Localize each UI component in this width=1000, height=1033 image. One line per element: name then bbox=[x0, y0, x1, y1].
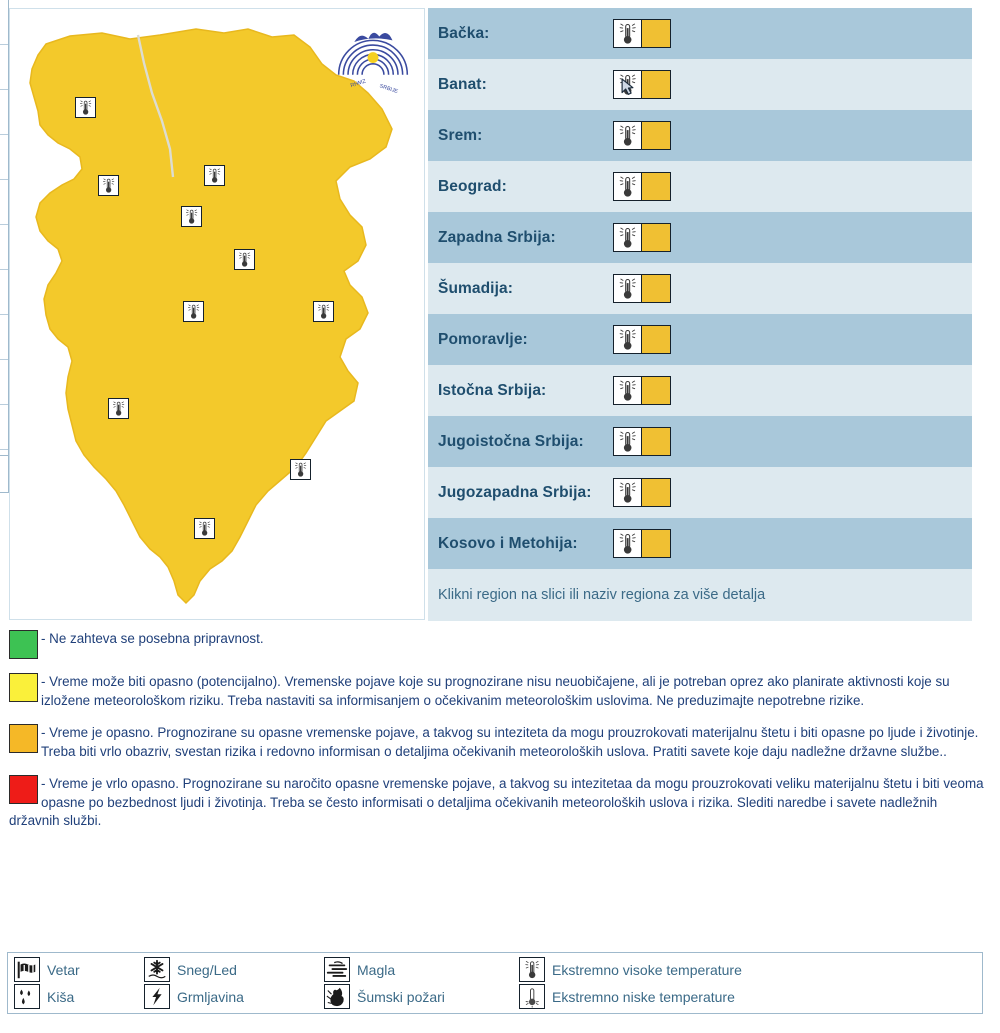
map-marker-thermometer-high-icon[interactable] bbox=[108, 398, 129, 419]
region-name-label[interactable]: Kosovo i Metohija: bbox=[438, 534, 578, 552]
region-alert-icons bbox=[613, 529, 671, 558]
phenomena-item bbox=[144, 983, 318, 1010]
list-hint-text: Klikni region na slici ili naziv regiona za više detalja bbox=[438, 587, 766, 603]
region-level-swatch bbox=[642, 529, 671, 558]
list-hint-row bbox=[428, 569, 972, 621]
region-row[interactable] bbox=[428, 365, 972, 416]
region-level-swatch bbox=[642, 70, 671, 99]
region-row[interactable] bbox=[428, 263, 972, 314]
region-level-swatch bbox=[642, 223, 671, 252]
region-name-label[interactable]: Bačka: bbox=[438, 24, 490, 42]
phenomena-item bbox=[519, 956, 843, 983]
region-row[interactable] bbox=[428, 8, 972, 59]
thermometer-high-icon bbox=[613, 427, 642, 456]
region-row[interactable] bbox=[428, 518, 972, 569]
map-marker-thermometer-high-icon[interactable] bbox=[313, 301, 334, 322]
map-marker-thermometer-high-icon[interactable] bbox=[194, 518, 215, 539]
map-marker-thermometer-high-icon[interactable] bbox=[98, 175, 119, 196]
map-marker-thermometer-high-icon[interactable] bbox=[204, 165, 225, 186]
phenomena-column bbox=[318, 953, 513, 1013]
rhmz-logo bbox=[334, 17, 412, 95]
phenomena-legend bbox=[7, 952, 983, 1014]
legend-text: - Vreme je vrlo opasno. Prognozirane su naročito opasne vremenske pojave, a takvog su intezitetaa da mogu prouzrokovati veliku materijalnu štetu i biti veoma opasne po bezbednost ljudi i životinja. Treba se često informisati o detaljima očekivanih meteoroloških uslova i rizika. Slediti naredbe i savete nadležnih državnih službi. bbox=[9, 776, 984, 828]
orange-level-swatch bbox=[9, 724, 38, 753]
region-name-label[interactable]: Šumadija: bbox=[438, 279, 513, 297]
map-marker-thermometer-high-icon[interactable] bbox=[75, 97, 96, 118]
sidebar-divider bbox=[0, 405, 8, 450]
phenomena-column bbox=[513, 953, 843, 1013]
region-alert-icons bbox=[613, 376, 671, 405]
legend-text: - Vreme može biti opasno (potencijalno). Vremenske pojave koje su prognozirane nisu neuobičajene, ali je potreban oprez ako planirate aktivnosti koje su izložene meteorološkom riziku. Treba nastaviti sa informisanjem o očekivanim meteorološkim uslovima. Ne preduzimajte nepotrebne rizike. bbox=[41, 674, 950, 708]
legend-item-orange-level bbox=[9, 724, 989, 761]
region-alert-icons bbox=[613, 325, 671, 354]
thermometer-high-icon bbox=[613, 121, 642, 150]
phenomena-item bbox=[14, 956, 138, 983]
sidebar-divider bbox=[0, 0, 8, 45]
region-name-label[interactable]: Zapadna Srbija: bbox=[438, 228, 556, 246]
green-level-swatch bbox=[9, 630, 38, 659]
legend-item-red-level bbox=[9, 775, 989, 831]
region-row[interactable] bbox=[428, 467, 972, 518]
sidebar-divider bbox=[0, 45, 8, 90]
region-name-label[interactable]: Beograd: bbox=[438, 177, 507, 195]
region-list bbox=[428, 8, 972, 620]
sidebar-divider bbox=[0, 225, 8, 270]
left-sidebar-strip-lower bbox=[0, 455, 9, 493]
region-row[interactable] bbox=[428, 161, 972, 212]
phenomena-item bbox=[324, 983, 513, 1010]
forest-fire-icon bbox=[324, 984, 350, 1009]
phenomena-item bbox=[324, 956, 513, 983]
thermometer-high-icon bbox=[519, 957, 545, 982]
alert-panel bbox=[9, 8, 972, 620]
thermometer-high-icon bbox=[613, 223, 642, 252]
svg-text:SRBIJE: SRBIJE bbox=[378, 83, 399, 95]
legend-item-yellow-level bbox=[9, 673, 989, 710]
map-marker-thermometer-high-icon[interactable] bbox=[234, 249, 255, 270]
phenomena-label: Grmljavina bbox=[177, 988, 244, 1005]
region-level-swatch bbox=[642, 274, 671, 303]
region-row[interactable] bbox=[428, 416, 972, 467]
region-level-swatch bbox=[642, 478, 671, 507]
phenomena-item bbox=[14, 983, 138, 1010]
region-alert-icons bbox=[613, 121, 671, 150]
rain-drops-icon bbox=[14, 984, 40, 1009]
serbia-map[interactable] bbox=[9, 8, 425, 620]
region-level-swatch bbox=[642, 19, 671, 48]
legend-text: - Ne zahteva se posebna pripravnost. bbox=[41, 631, 264, 646]
phenomena-label: Šumski požari bbox=[357, 988, 445, 1005]
map-marker-thermometer-high-icon[interactable] bbox=[181, 206, 202, 227]
region-row[interactable] bbox=[428, 212, 972, 263]
phenomena-item bbox=[519, 983, 843, 1010]
phenomena-column bbox=[8, 953, 138, 1013]
region-alert-icons bbox=[613, 172, 671, 201]
region-name-label[interactable]: Pomoravlje: bbox=[438, 330, 528, 348]
region-name-label[interactable]: Jugoistočna Srbija: bbox=[438, 432, 584, 450]
legend-text: - Vreme je opasno. Prognozirane su opasne vremenske pojave, a takvog su inteziteta da mogu prouzrokovati materijalnu štetu i biti opasne po ljude i životinje. Treba biti vrlo obazriv, svestan rizika i redovno informisan o detaljima očekivanih meteoroloških uslova. Pratiti savete koje daju nadležne državne službe.. bbox=[41, 725, 979, 759]
thermometer-high-icon bbox=[613, 70, 642, 99]
thermometer-high-icon bbox=[613, 325, 642, 354]
lightning-icon bbox=[144, 984, 170, 1009]
region-row[interactable] bbox=[428, 59, 972, 110]
region-alert-icons bbox=[613, 478, 671, 507]
region-name-label[interactable]: Banat: bbox=[438, 75, 487, 93]
svg-text:RHMZ: RHMZ bbox=[349, 78, 367, 90]
sidebar-divider bbox=[0, 135, 8, 180]
region-level-swatch bbox=[642, 121, 671, 150]
region-name-label[interactable]: Srem: bbox=[438, 126, 483, 144]
snow-ice-icon bbox=[144, 957, 170, 982]
wind-sock-icon bbox=[14, 957, 40, 982]
fog-icon bbox=[324, 957, 350, 982]
sidebar-divider bbox=[0, 315, 8, 360]
map-marker-thermometer-high-icon[interactable] bbox=[183, 301, 204, 322]
region-row[interactable] bbox=[428, 110, 972, 161]
region-alert-icons bbox=[613, 427, 671, 456]
thermometer-high-icon bbox=[613, 172, 642, 201]
serbia-map-svg[interactable] bbox=[10, 9, 426, 621]
color-legend bbox=[9, 630, 989, 845]
sidebar-divider bbox=[0, 360, 8, 405]
thermometer-high-icon bbox=[613, 478, 642, 507]
region-alert-icons bbox=[613, 223, 671, 252]
region-level-swatch bbox=[642, 172, 671, 201]
phenomena-label: Magla bbox=[357, 961, 396, 978]
thermometer-high-icon bbox=[613, 274, 642, 303]
sidebar-divider bbox=[0, 180, 8, 225]
region-row[interactable] bbox=[428, 314, 972, 365]
region-level-swatch bbox=[642, 325, 671, 354]
phenomena-label: Ekstremno visoke temperature bbox=[552, 961, 742, 978]
region-alert-icons bbox=[613, 70, 671, 99]
phenomena-column bbox=[138, 953, 318, 1013]
phenomena-label: Sneg/Led bbox=[177, 961, 237, 978]
phenomena-label: Vetar bbox=[47, 961, 80, 978]
map-marker-thermometer-high-icon[interactable] bbox=[290, 459, 311, 480]
red-level-swatch bbox=[9, 775, 38, 804]
thermometer-high-icon bbox=[613, 376, 642, 405]
left-sidebar-strip bbox=[0, 0, 9, 455]
thermometer-high-icon bbox=[613, 19, 642, 48]
region-level-swatch bbox=[642, 376, 671, 405]
phenomena-item bbox=[144, 956, 318, 983]
region-alert-icons bbox=[613, 274, 671, 303]
yellow-level-swatch bbox=[9, 673, 38, 702]
region-name-label[interactable]: Jugozapadna Srbija: bbox=[438, 483, 592, 501]
sidebar-divider bbox=[0, 90, 8, 135]
region-name-label[interactable]: Istočna Srbija: bbox=[438, 381, 547, 399]
phenomena-label: Kiša bbox=[47, 988, 75, 1005]
region-alert-icons bbox=[613, 19, 671, 48]
thermometer-low-icon bbox=[519, 984, 545, 1009]
thermometer-high-icon bbox=[613, 529, 642, 558]
sidebar-divider bbox=[0, 270, 8, 315]
region-level-swatch bbox=[642, 427, 671, 456]
legend-item-green-level bbox=[9, 630, 989, 659]
phenomena-label: Ekstremno niske temperature bbox=[552, 988, 735, 1005]
